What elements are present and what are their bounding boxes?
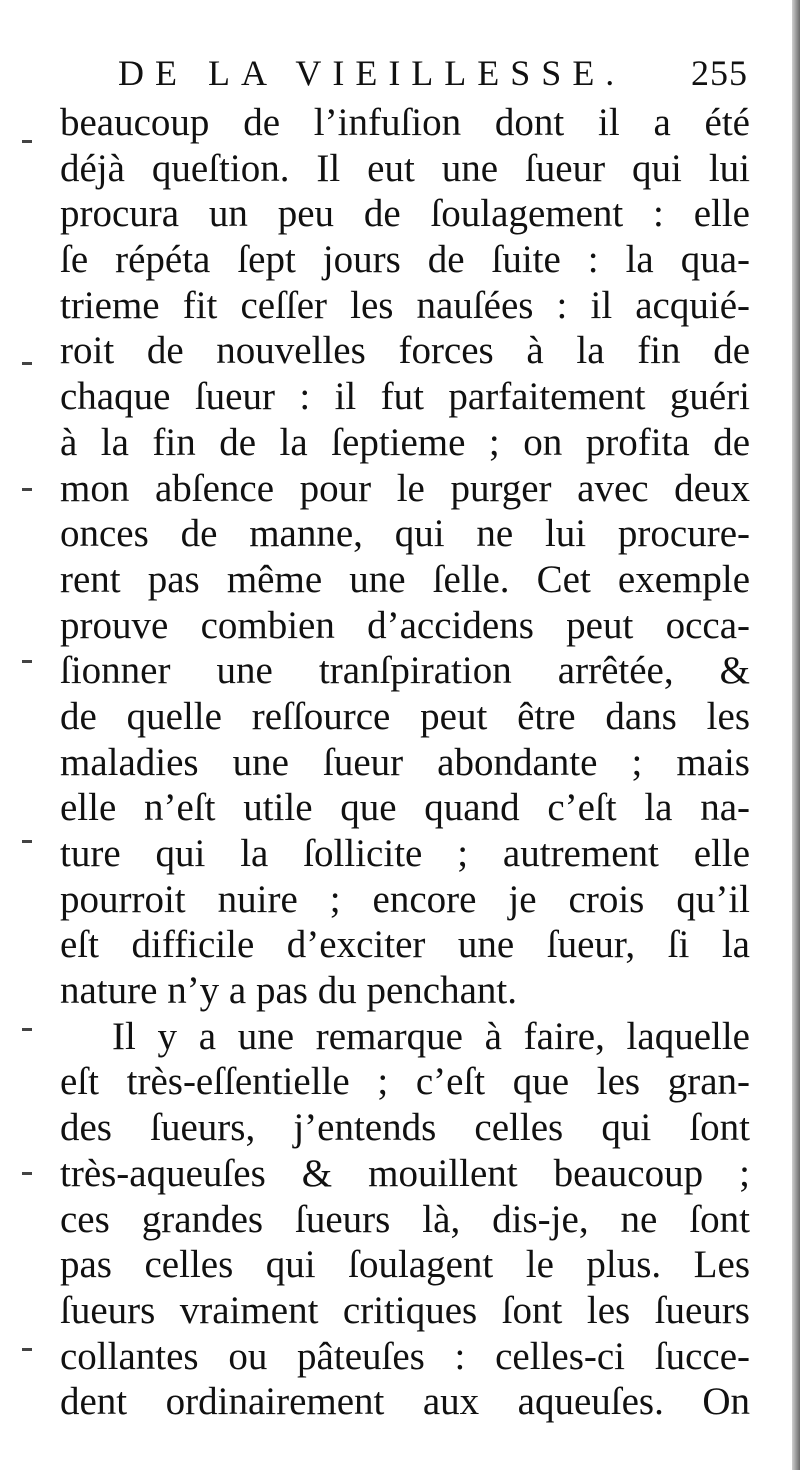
text-line: de quelle reſſource peut être dans les [60, 694, 750, 738]
text-line: mon abſence pour le purger avec deux [60, 466, 750, 510]
margin-mark [22, 1348, 32, 1351]
text-line: ſe répéta ſept jours de ſuite : la qua- [60, 238, 750, 282]
margin-mark [22, 1172, 32, 1175]
text-line: procura un peu de ſoulagement : elle [60, 192, 750, 236]
text-line: roit de nouvelles forces à la fin de [60, 329, 750, 373]
margin-bleed-marks [22, 100, 52, 1420]
margin-mark [22, 1028, 32, 1031]
text-line: onces de manne, qui ne lui procure- [60, 512, 750, 556]
body-text [60, 100, 750, 1425]
text-line: maladies une ſueur abondante ; mais [60, 740, 750, 784]
margin-mark [22, 362, 32, 365]
text-line: rent pas même une ſelle. Cet exemple [60, 557, 750, 601]
text-line: ſueurs vraiment critiques ſont les ſueurs [60, 1288, 750, 1332]
text-line: des ſueurs, j’entends celles qui ſont [60, 1106, 750, 1150]
text-line: pourroit nuire ; encore je crois qu’il [60, 877, 750, 921]
paragraph-last-line: nature n’y a pas du penchant. [60, 969, 517, 1013]
text-line: prouve combien d’accidens peut occa- [60, 603, 750, 647]
page-number: 255 [691, 53, 748, 93]
text-line: eſt très-eſſentielle ; c’eſt que les gran- [60, 1060, 750, 1104]
text-line: dent ordinairement aux aqueuſes. On [60, 1380, 750, 1424]
text-line: beaucoup de l’infuſion dont il a été [60, 101, 750, 144]
text-line: déjà queſtion. Il eut une ſueur qui lui [60, 146, 750, 190]
running-head [118, 52, 748, 100]
page-edge-shadow [792, 0, 800, 1470]
text-line: très-aqueuſes & mouillent beaucoup ; [60, 1151, 750, 1195]
text-line: eſt difficile d’exciter une ſueur, ſi la [60, 923, 750, 967]
margin-mark [22, 140, 32, 143]
margin-mark [22, 660, 32, 663]
text-line: trieme fit ceſſer les nauſées : il acquié- [60, 283, 750, 327]
margin-mark [22, 840, 32, 843]
text-line: elle n’eſt utile que quand c’eſt la na- [60, 786, 750, 830]
text-line: pas celles qui ſoulagent le plus. Les [60, 1243, 750, 1287]
text-line: ſionner une tranſpiration arrêtée, & [60, 649, 750, 693]
text-line: à la fin de la ſeptieme ; on profita de [60, 420, 750, 464]
text-line: ces grandes ſueurs là, dis-je, ne ſont [60, 1197, 750, 1241]
text-line: chaque ſueur : il fut parfaitement guéri [60, 375, 750, 419]
running-title: DE LA VIEILLESSE. [118, 53, 626, 93]
margin-mark [22, 488, 32, 491]
text-line: collantes ou pâteuſes : celles-ci ſucce- [60, 1334, 750, 1378]
paragraph-first-line: Il y a une remarque à faire, laquelle [112, 1014, 750, 1058]
text-line: ture qui la ſollicite ; autrement elle [60, 832, 750, 875]
